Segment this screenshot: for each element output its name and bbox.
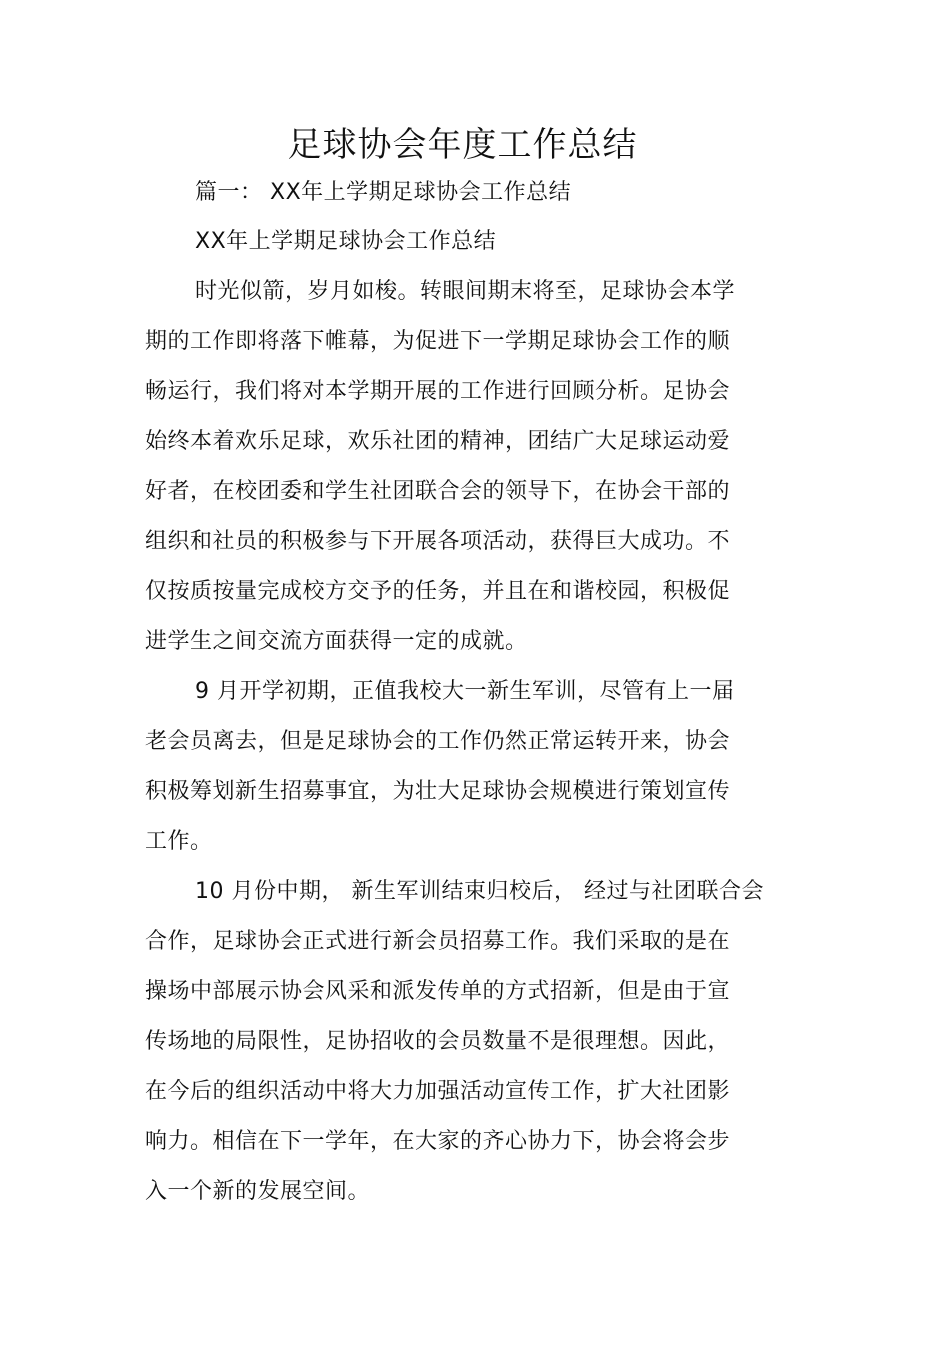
paragraph-line: 期的工作即将落下帷幕，为促进下一学期足球协会工作的顺 [145, 329, 731, 354]
paragraph-line: 合作，足球协会正式进行新会员招募工作。我们采取的是在 [145, 929, 731, 954]
paragraph-line: 工作。 [145, 829, 213, 854]
document-title: 足球协会年度工作总结 [287, 125, 638, 165]
paragraph-line: 入一个新的发展空间。 [145, 1179, 371, 1204]
paragraph-line: 10 月份中期， 新生军训结束归校后， 经过与社团联合会 [195, 879, 764, 904]
section-heading: XX年上学期足球协会工作总结 [195, 229, 497, 254]
paragraph-line: 畅运行，我们将对本学期开展的工作进行回顾分析。足协会 [145, 379, 731, 404]
paragraph-line: 积极筹划新生招募事宜，为壮大足球协会规模进行策划宣传 [145, 779, 731, 804]
paragraph-line: 进学生之间交流方面获得一定的成就。 [145, 629, 528, 654]
paragraph-line: 组织和社员的积极参与下开展各项活动，获得巨大成功。不 [145, 529, 731, 554]
paragraph-line: 在今后的组织活动中将大力加强活动宣传工作，扩大社团影 [145, 1079, 731, 1104]
paragraph-line: 传场地的局限性，足协招收的会员数量不是很理想。因此， [145, 1029, 731, 1054]
paragraph-line: 老会员离去，但是足球协会的工作仍然正常运转开来，协会 [145, 729, 731, 754]
paragraph-line: 始终本着欢乐足球，欢乐社团的精神，团结广大足球运动爱 [145, 429, 731, 454]
paragraph-line: 9 月开学初期，正值我校大一新生军训，尽管有上一届 [195, 679, 735, 704]
paragraph-line: 响力。相信在下一学年，在大家的齐心协力下，协会将会步 [145, 1129, 731, 1154]
paragraph-line: 好者，在校团委和学生社团联合会的领导下，在协会干部的 [145, 479, 731, 504]
paragraph-line: 仅按质按量完成校方交予的任务，并且在和谐校园，积极促 [145, 579, 731, 604]
paragraph-line: 操场中部展示协会风采和派发传单的方式招新，但是由于宣 [145, 979, 731, 1004]
paragraph-line: 时光似箭，岁月如梭。转眼间期末将至，足球协会本学 [195, 279, 736, 304]
chapter-heading: 篇一： XX年上学期足球协会工作总结 [195, 180, 572, 205]
